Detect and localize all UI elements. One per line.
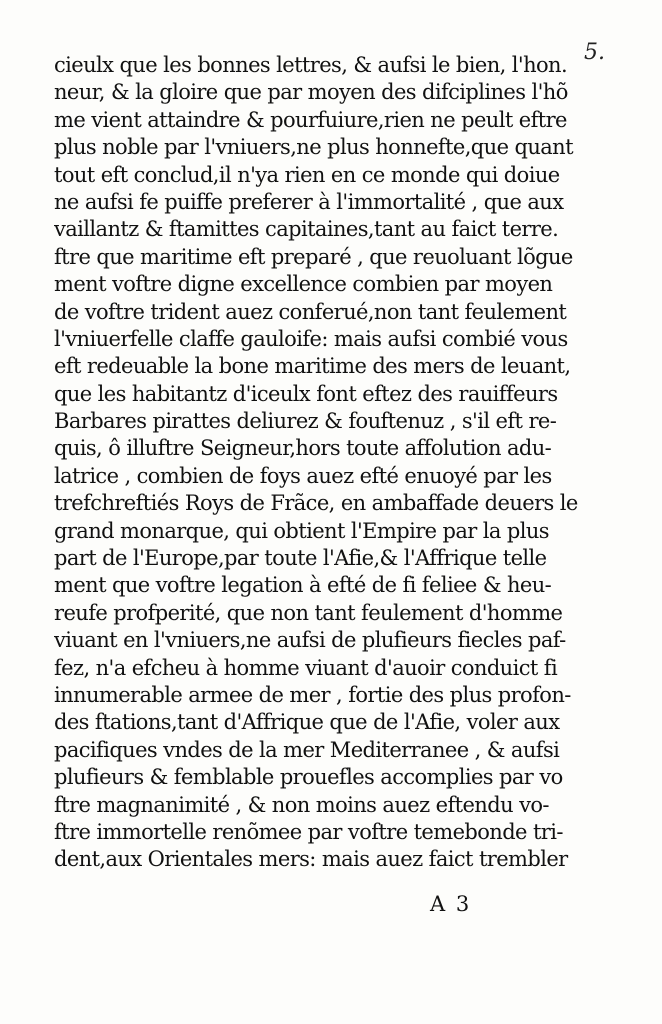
text-line: me vient attaindre & pourfuiure,rien ne peult eftre xyxy=(54,107,567,132)
text-line: part de l'Europe,par toute l'Afie,& l'Affrique telle xyxy=(54,546,547,571)
text-line: grand monarque, qui obtient l'Empire par la plus xyxy=(54,518,549,543)
text-line: plufieurs & femblable prouefles accomplies par vo xyxy=(54,765,563,790)
text-line: Barbares pirattes deliurez & fouftenuz , s'il eft re- xyxy=(54,409,557,434)
text-line: trefchreftiés Roys de Frãce, en ambaffade deuers le xyxy=(54,491,578,516)
text-line: innumerable armee de mer , fortie des plus profon- xyxy=(54,682,571,707)
text-line: plus noble par l'vniuers,ne plus honnefte,que quant xyxy=(54,135,573,160)
text-line: cieulx que les bonnes lettres, & aufsi le bien, l'hon. xyxy=(54,53,568,77)
text-line: quis, ô illuftre Seigneur,hors toute affolution adu- xyxy=(54,436,552,461)
text-line: vaillantz & ftamittes capitaines,tant au faict terre. xyxy=(54,217,559,242)
text-line: que les habitantz d'iceulx font eftez des rauiffeurs xyxy=(54,381,558,406)
text-line: viuant en l'vniuers,ne aufsi de plufieurs fiecles paf- xyxy=(54,628,566,653)
text-line: eft redeuable la bone maritime des mers de leuant, xyxy=(54,354,571,379)
text-line: ne aufsi fe puiffe preferer à l'immortalité , que aux xyxy=(54,189,564,214)
text-line: tout eft conclud,il n'ya rien en ce monde qui doiue xyxy=(54,162,560,187)
text-line: ftre immortelle renõmee par voftre temebonde tri- xyxy=(54,819,563,844)
text-line: ment que voftre legation à efté de fi feliee & heu- xyxy=(54,573,552,598)
text-line: ftre magnanimité , & non moins auez eftendu vo- xyxy=(54,792,549,817)
text-line: neur, & la gloire que par moyen des difciplines l'hõ xyxy=(54,80,568,105)
text-line: ftre que maritime eft preparé , que reuoluant lõgue xyxy=(54,244,573,269)
text-line: ment voftre digne excellence combien par moyen xyxy=(54,272,553,297)
text-line: de voftre trident auez conferué,non tant feulement xyxy=(54,299,567,324)
signature-mark: A 3 xyxy=(430,892,472,916)
text-line: pacifiques vndes de la mer Mediterranee , & aufsi xyxy=(54,737,560,762)
text-line: fez, n'a efcheu à homme viuant d'auoir conduict fi xyxy=(54,655,558,680)
folio-number: 5. xyxy=(584,40,605,65)
body-text xyxy=(54,52,582,874)
text-line: dent,aux Orientales mers: mais auez faict trembler xyxy=(54,847,568,872)
text-line: l'vniuerfelle claffe gauloife: mais aufsi combié vous xyxy=(54,326,568,351)
text-line: latrice , combien de foys auez efté enuoyé par les xyxy=(54,463,552,488)
text-line: reufe profperité, que non tant feulement d'homme xyxy=(54,600,563,625)
text-line: des ftations,tant d'Affrique que de l'Afie, voler aux xyxy=(54,710,560,735)
